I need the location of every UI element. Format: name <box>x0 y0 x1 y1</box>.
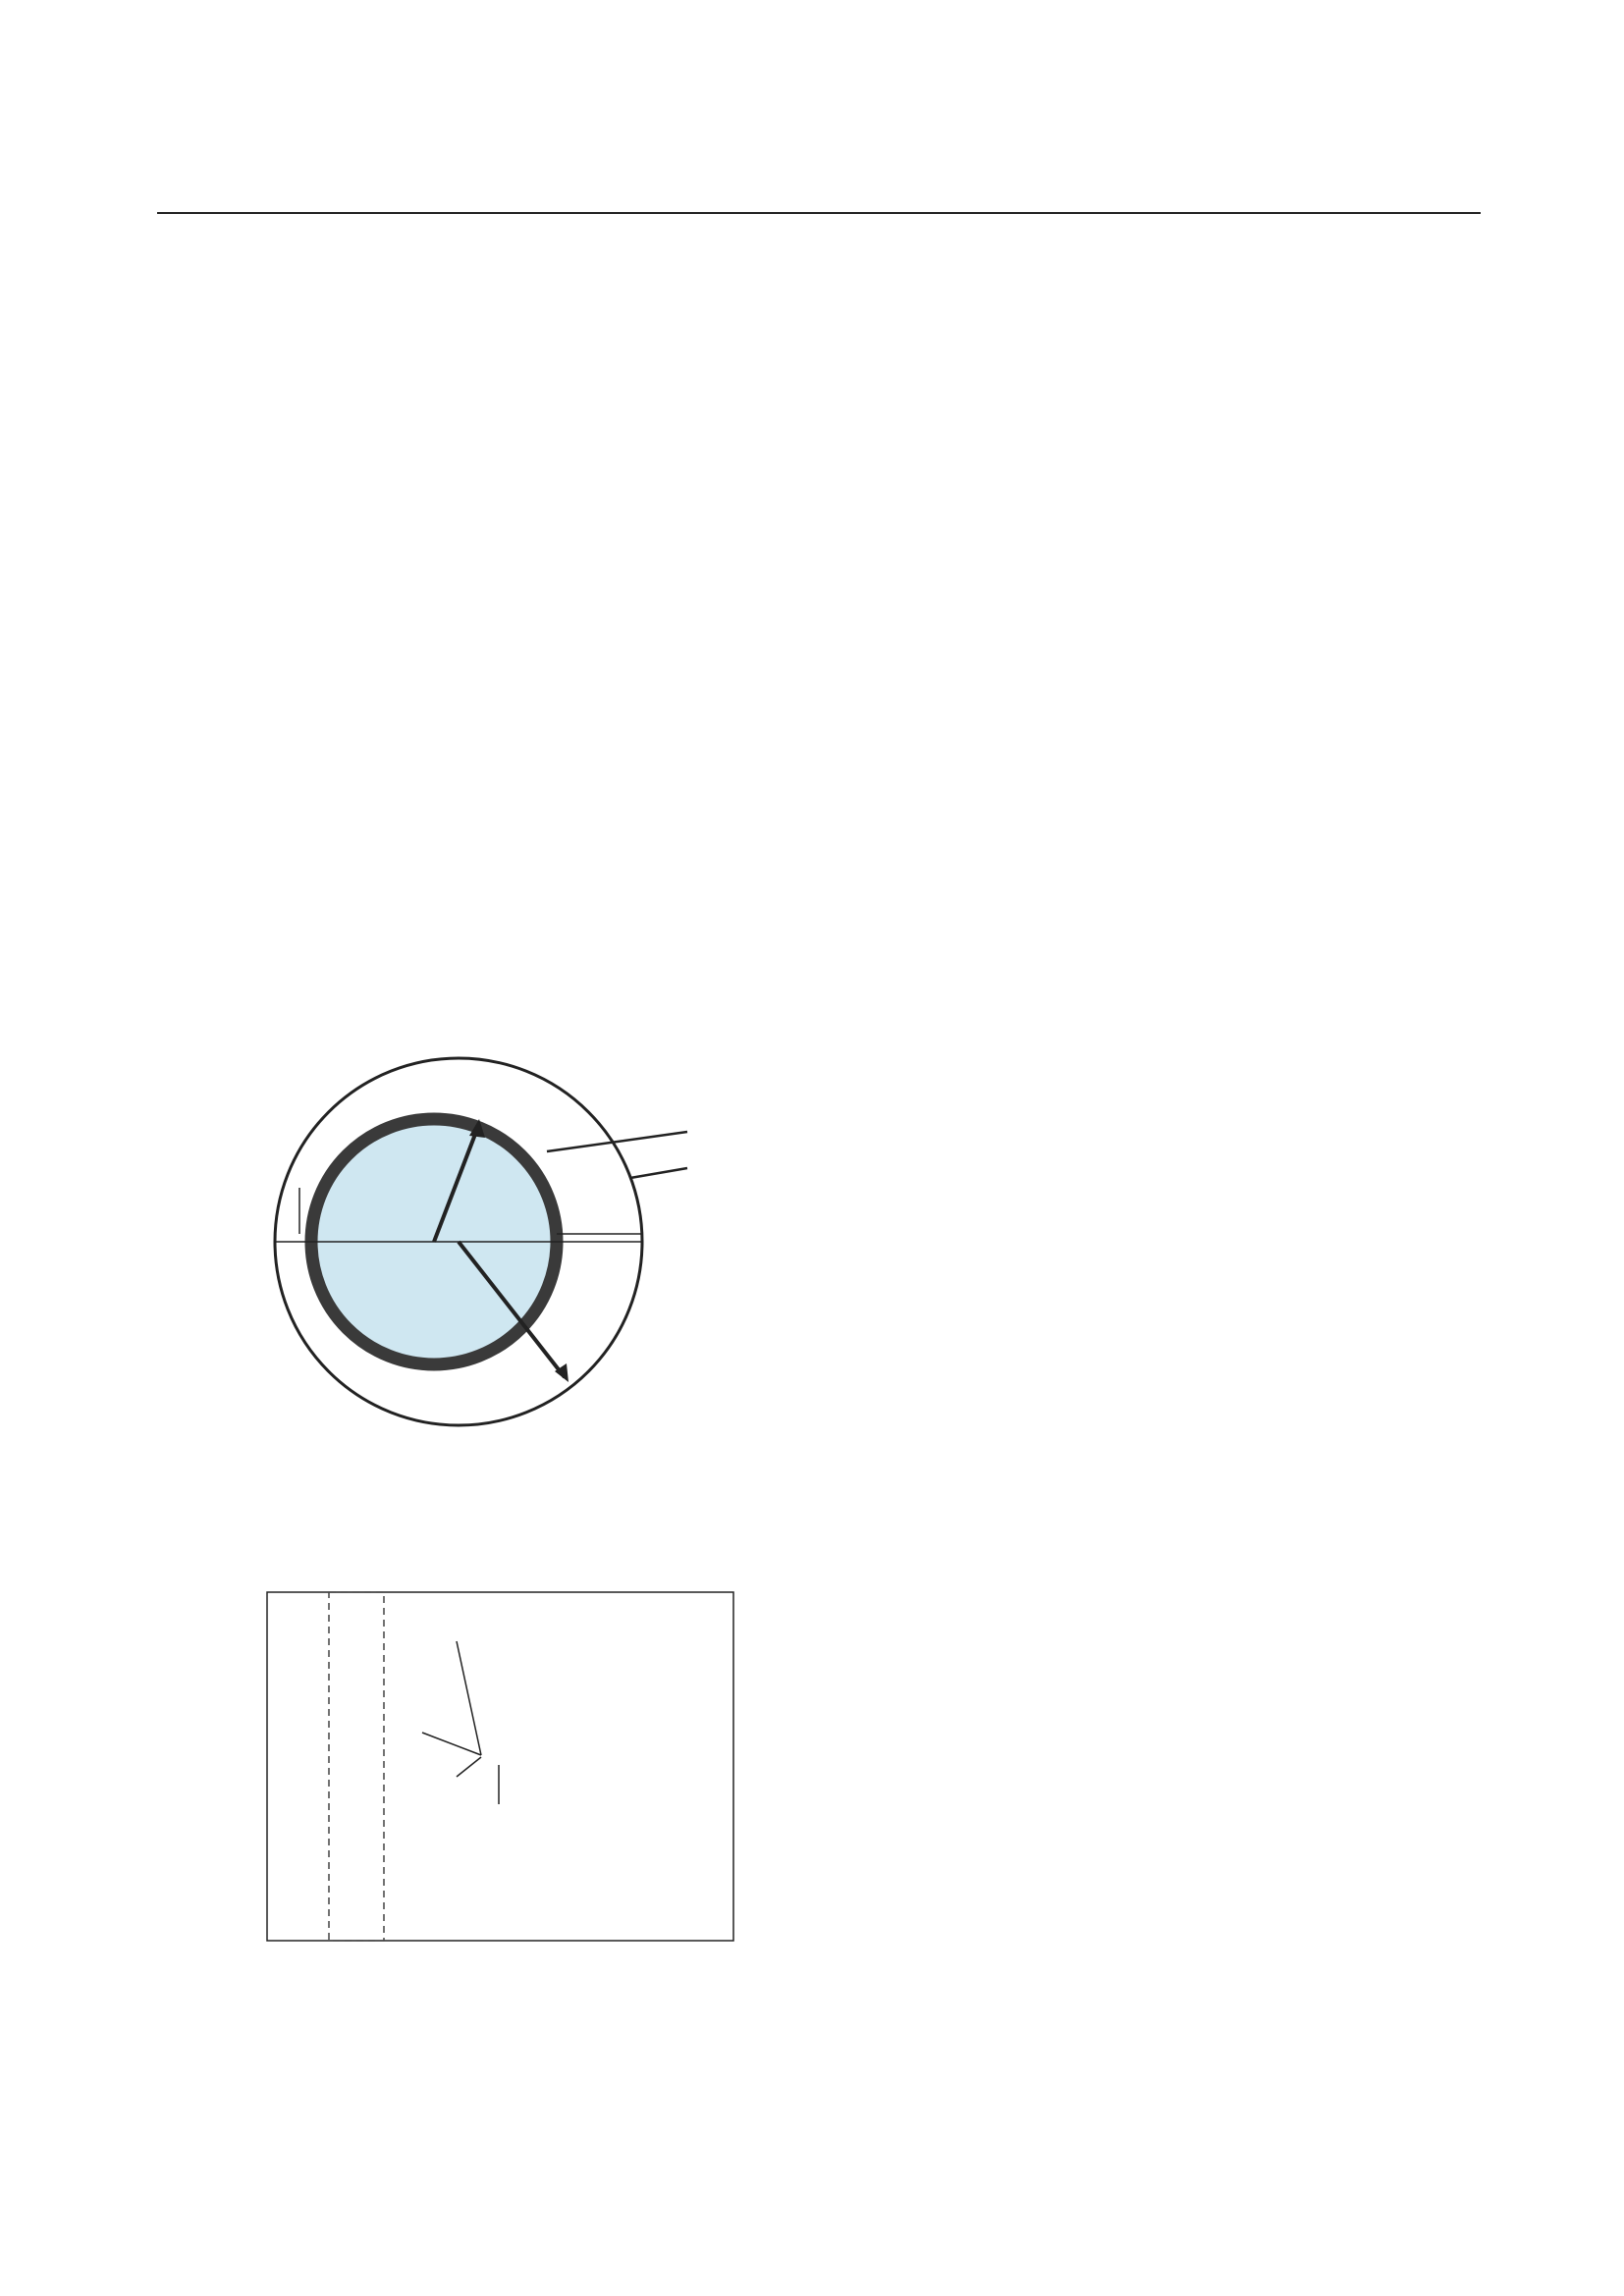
lamb-wave-window <box>329 1592 384 1941</box>
figure-11-waveform-chart <box>187 1571 746 1993</box>
reflection-pointer-3 <box>457 1757 481 1777</box>
section-3-title <box>850 243 1479 287</box>
section-2-3-title <box>159 243 789 287</box>
left-column <box>159 243 789 293</box>
reflection-pointer-1 <box>457 1641 481 1755</box>
plot-frame <box>267 1592 733 1941</box>
wellwall-leader-line <box>630 1168 687 1178</box>
right-column <box>850 243 1479 342</box>
running-header <box>157 169 1481 214</box>
figure-10-casing-diagram <box>201 1006 751 1468</box>
reflection-pointer-2 <box>422 1733 481 1755</box>
